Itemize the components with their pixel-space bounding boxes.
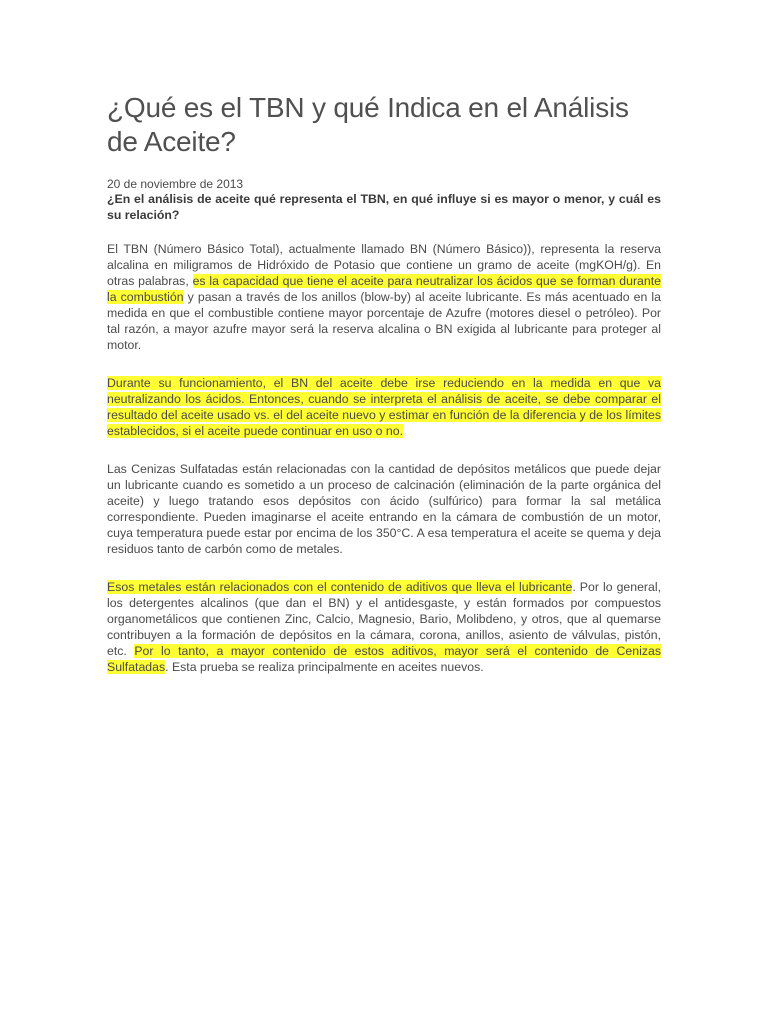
paragraph-tbn-definition [107,241,661,353]
paragraph-text: y pasan a través de los anillos (blow-by) al aceite lubricante. Es más acentuado en la medida en que el combustible contiene mayor porcentaje de Azufre (motores diesel o petróleo). Por tal razón, a mayor azufre mayor será la reserva alcalina o BN exigida al lubricante para proteger al motor. [107,290,661,352]
paragraph-text: El TBN (Número Básico Total), actualmente llamado BN (Número Básico)), representa la reserva alcalina en miligramos de Hidróxido de Potasio que contiene un gramo de aceite (mgKOH/g). En otras palabras, [107,242,661,288]
highlighted-text: es la capacidad que tiene el aceite para neutralizar los ácidos que se forman durante la combustión [107,274,661,304]
paragraph-text: . Esta prueba se realiza principalmente en aceites nuevos. [165,660,484,674]
paragraph-additives [107,579,661,675]
article [107,91,661,675]
paragraph-sulfated-ash [107,461,661,557]
highlighted-text: Durante su funcionamiento, el BN del aceite debe irse reduciendo en la medida en que va neutralizando los ácidos. Entonces, cuando se interpreta el análisis de aceite, se debe comparar el resultado del aceite usado vs. el del aceite nuevo y estimar en función de la diferencia y de los límites establecidos, si el aceite puede continuar en uso o no. [107,376,661,438]
article-title: ¿Qué es el TBN y qué Indica en el Análisis de Aceite? [107,92,629,157]
article-date: 20 de noviembre de 2013 [107,177,244,191]
paragraph-text: Las Cenizas Sulfatadas están relacionadas con la cantidad de depósitos metálicos que puede dejar un lubricante cuando es sometido a un proceso de calcinación (eliminación de la parte orgánica del aceite) y luego tratando esos depósitos con ácido (sulfúrico) para formar la sal metálica correspondiente. Pueden imaginarse el aceite entrando en la cámara de combustión de un motor, cuya temperatura puede estar por encima de los 350°C. A esa temperatura el aceite se quema y deja residuos tanto de carbón como de metales. [107,462,661,556]
paragraph-bn-reduction [107,375,661,439]
highlighted-text: Esos metales están relacionados con el contenido de aditivos que lleva el lubricante [107,580,573,594]
article-subtitle: ¿En el análisis de aceite qué representa el TBN, en qué influye si es mayor o menor, y cuál es su relación? [107,192,661,222]
paragraph-text: . Por lo general, los detergentes alcalinos (que dan el BN) y el antidesgaste, y están formados por compuestos organometálicos que contienen Zinc, Calcio, Magnesio, Bario, Molibdeno, y otros, que al quemarse contribuyen a la formación de depósitos en la cámara, corona, anillos, asiento de válvulas, pistón, etc. [107,580,662,658]
highlighted-text: Por lo tanto, a mayor contenido de estos aditivos, mayor será el contenido de Cenizas Sulfatadas [107,644,661,674]
